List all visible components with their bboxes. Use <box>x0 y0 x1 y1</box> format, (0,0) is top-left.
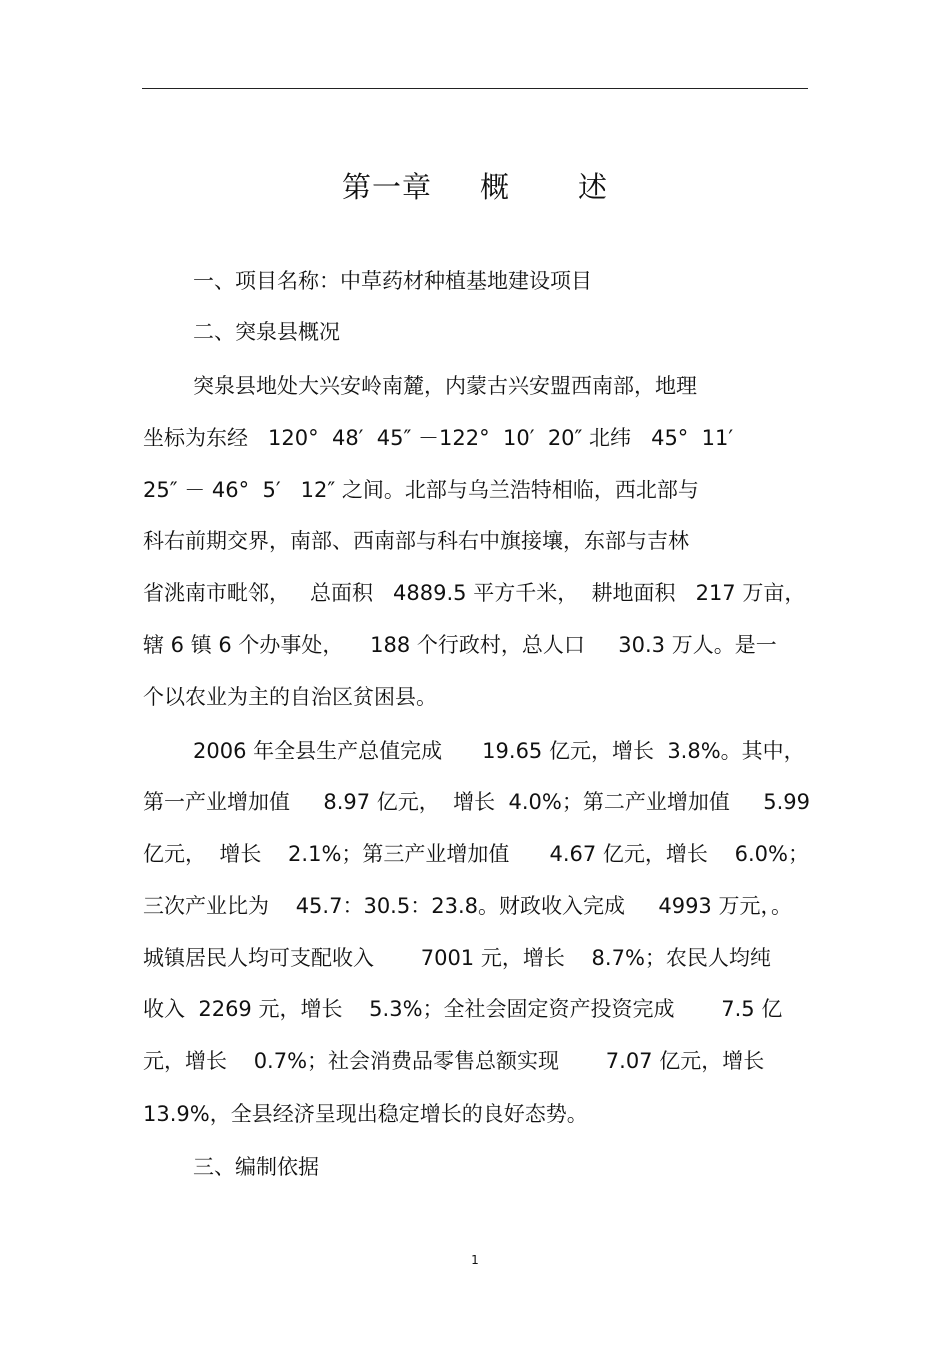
chapter-title-word-1: 概 <box>479 170 510 204</box>
paragraph-line: 城镇居民人均可支配收入 7001 元，增长 8.7%；农民人均纯 <box>143 946 771 970</box>
paragraph-line: 坐标为东经 120° 48′ 45″ －122° 10′ 20″ 北纬 45° 11′ <box>143 426 734 450</box>
paragraph-line: 13.9%，全县经济呈现出稳定增长的良好态势。 <box>143 1102 588 1126</box>
paragraph-line: 亿元， 增长 2.1%；第三产业增加值 4.67 亿元，增长 6.0%； <box>143 842 809 866</box>
paragraph-line: 三次产业比为 45.7：30.5：23.8。财政收入完成 4993 万元，。 <box>143 894 792 918</box>
section-heading-county-overview: 二、突泉县概况 <box>193 320 340 344</box>
paragraph-line: 25″ － 46° 5′ 12″ 之间。北部与乌兰浩特相临，西北部与 <box>143 478 699 502</box>
paragraph-line: 个以农业为主的自治区贫困县。 <box>143 685 437 709</box>
chapter-title-word-2: 述 <box>578 170 609 204</box>
paragraph-line: 2006 年全县生产总值完成 19.65 亿元，增长 3.8%。其中， <box>193 739 805 763</box>
chapter-title-number: 第一章 <box>341 170 432 204</box>
paragraph-line: 收入 2269 元，增长 5.3%；全社会固定资产投资完成 7.5 亿 <box>143 997 783 1021</box>
chapter-title <box>0 165 950 209</box>
paragraph-line: 辖 6 镇 6 个办事处， 188 个行政村，总人口 30.3 万人。是一 <box>143 633 777 657</box>
paragraph-line: 突泉县地处大兴安岭南麓，内蒙古兴安盟西南部，地理 <box>193 374 697 398</box>
section-heading-project-name: 一、项目名称：中草药材种植基地建设项目 <box>193 269 592 293</box>
paragraph-line: 省洮南市毗邻， 总面积 4889.5 平方千米， 耕地面积 217 万亩， <box>143 581 806 605</box>
paragraph-line: 科右前期交界，南部、西南部与科右中旗接壤，东部与吉林 <box>143 529 689 553</box>
page-number: 1 <box>471 1253 479 1267</box>
header-rule <box>142 88 808 89</box>
section-heading-basis: 三、编制依据 <box>193 1155 319 1179</box>
paragraph-line: 第一产业增加值 8.97 亿元， 增长 4.0%；第二产业增加值 5.99 <box>143 790 810 814</box>
paragraph-line: 元，增长 0.7%；社会消费品零售总额实现 7.07 亿元，增长 <box>143 1049 765 1073</box>
